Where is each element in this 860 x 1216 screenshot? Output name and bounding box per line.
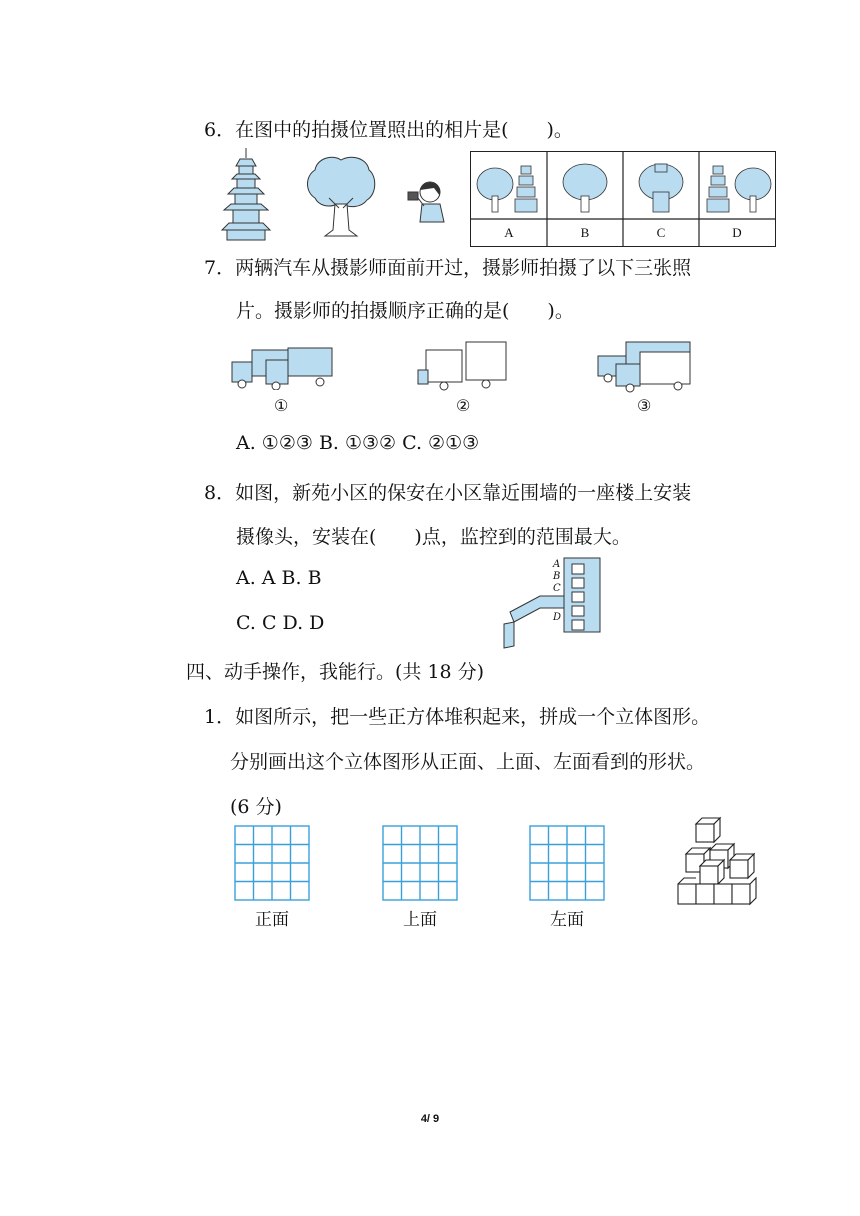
left-view-label: 左面 xyxy=(550,910,584,930)
building-label-a: A xyxy=(553,559,561,570)
left-view-grid[interactable] xyxy=(529,825,605,901)
front-view-grid[interactable] xyxy=(234,825,310,901)
q6-text: 6．在图中的拍摄位置照出的相片是( )。 xyxy=(204,119,573,141)
option-b-label: B xyxy=(580,225,590,240)
option-b-photo xyxy=(563,164,607,212)
q7-text-line1: 7．两辆汽车从摄影师面前开过，摄影师拍摄了以下三张照 xyxy=(204,257,692,279)
q6-options-table xyxy=(470,151,776,247)
option-c-photo xyxy=(639,164,683,212)
building-wall-figure xyxy=(500,556,604,652)
option-a-photo xyxy=(477,166,537,212)
q7-text-line2: 片。摄影师的拍摄顺序正确的是( )。 xyxy=(236,300,574,322)
building-label-c: C xyxy=(553,583,561,594)
q8-options-row1: A. A B. B xyxy=(236,567,322,589)
q8-options-row2: C. C D. D xyxy=(236,612,325,634)
building-label-d: D xyxy=(553,612,562,623)
truck-caption-3: ③ xyxy=(637,396,652,415)
option-a-label: A xyxy=(504,225,514,240)
q8-text-line1: 8．如图，新苑小区的保安在小区靠近围墙的一座楼上安装 xyxy=(204,482,692,504)
truck-photo-1 xyxy=(230,346,334,390)
s4q1-text-line3: (6 分) xyxy=(230,796,282,818)
truck-photo-2 xyxy=(416,340,510,394)
truck-caption-2: ② xyxy=(456,396,471,415)
option-d-photo xyxy=(707,166,771,212)
q8-text-line2: 摄像头，安装在( )点，监控到的范围最大。 xyxy=(236,526,631,548)
s4q1-text-line2: 分别画出这个立体图形从正面、上面、左面看到的形状。 xyxy=(230,751,706,773)
truck-caption-1: ① xyxy=(274,396,289,415)
section4-heading: 四、动手操作，我能行。(共 18 分) xyxy=(186,661,485,683)
pagoda-figure xyxy=(218,146,274,242)
top-view-grid[interactable] xyxy=(382,825,458,901)
truck-photo-3 xyxy=(596,340,694,394)
q7-options: A. ①②③ B. ①③② C. ②①③ xyxy=(236,432,480,454)
stacked-cubes-figure xyxy=(674,816,770,908)
photographer-figure xyxy=(404,178,448,224)
top-view-label: 上面 xyxy=(403,910,437,930)
tree-figure xyxy=(305,154,377,240)
building-label-b: B xyxy=(553,571,561,582)
option-d-label: D xyxy=(732,225,742,240)
front-view-label: 正面 xyxy=(255,910,289,930)
s4q1-text-line1: 1．如图所示，把一些正方体堆积起来，拼成一个立体图形。 xyxy=(204,706,711,728)
page-number: 4/ 9 xyxy=(420,1113,440,1125)
option-c-label: C xyxy=(656,225,666,240)
